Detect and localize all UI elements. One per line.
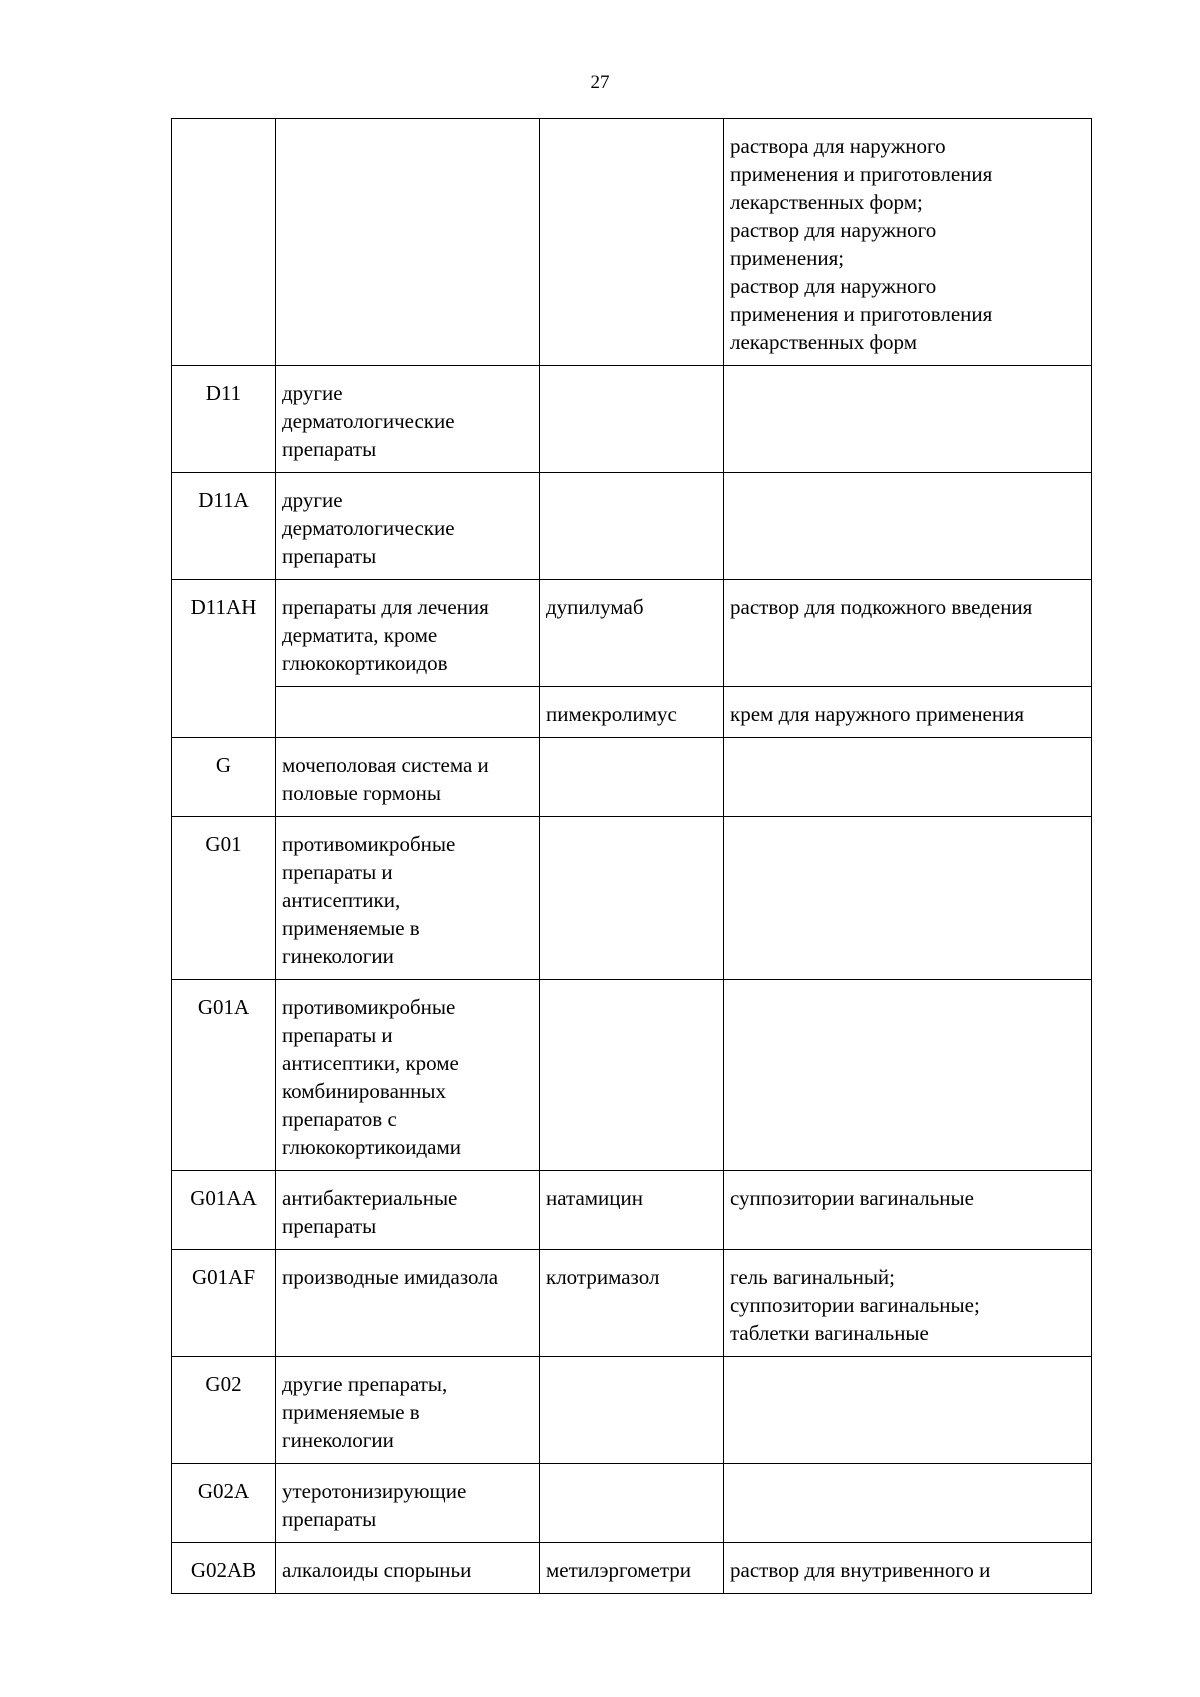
- table-row: [172, 119, 1092, 366]
- group-line: препараты и: [282, 1023, 393, 1047]
- group-cell: [276, 1464, 540, 1543]
- atc-code-cell: G: [172, 738, 276, 817]
- form-line: применения и приготовления: [730, 302, 993, 326]
- drug-cell: натамицин: [540, 1171, 724, 1250]
- group-line: дерматологические: [282, 409, 455, 433]
- form-line: таблетки вагинальные: [730, 1321, 929, 1345]
- group-cell: [276, 738, 540, 817]
- form-cell: [724, 980, 1092, 1171]
- drug-cell: пимекролимус: [540, 687, 724, 738]
- form-cell: [724, 687, 1092, 738]
- group-cell: [276, 1543, 540, 1594]
- table-row: [172, 687, 1092, 738]
- table-row: [172, 980, 1092, 1171]
- group-cell: [276, 980, 540, 1171]
- group-cell: [276, 1357, 540, 1464]
- drug-cell: [540, 738, 724, 817]
- atc-code-cell: D11A: [172, 473, 276, 580]
- group-line: другие препараты,: [282, 1372, 448, 1396]
- atc-code-cell: G01AF: [172, 1250, 276, 1357]
- group-line: препаратов с: [282, 1107, 397, 1131]
- group-line: применяемые в: [282, 916, 420, 940]
- form-line: суппозитории вагинальные: [730, 1186, 974, 1210]
- table-row: [172, 1171, 1092, 1250]
- form-line: лекарственных форм: [730, 330, 918, 354]
- group-line: дерматита, кроме: [282, 623, 438, 647]
- form-line: раствор для подкожного введения: [730, 595, 1033, 619]
- group-cell: [276, 1250, 540, 1357]
- group-cell: [276, 817, 540, 980]
- table-row: [172, 473, 1092, 580]
- group-line: противомикробные: [282, 995, 456, 1019]
- table-row: [172, 366, 1092, 473]
- group-line: другие: [282, 381, 343, 405]
- group-line: комбинированных: [282, 1079, 446, 1103]
- group-line: препараты: [282, 437, 377, 461]
- form-line: гель вагинальный;: [730, 1265, 895, 1289]
- atc-code-cell: [172, 119, 276, 366]
- group-line: утеротонизирующие: [282, 1479, 467, 1503]
- form-cell: [724, 473, 1092, 580]
- group-cell: [276, 119, 540, 366]
- atc-code-cell: G01: [172, 817, 276, 980]
- drug-classification-table: [171, 118, 1092, 1594]
- group-cell: [276, 366, 540, 473]
- table-row: [172, 1250, 1092, 1357]
- group-line: глюкокортикоидами: [282, 1135, 462, 1159]
- group-line: алкалоиды спорыньи: [282, 1558, 472, 1582]
- group-line: противомикробные: [282, 832, 456, 856]
- group-cell: [276, 687, 540, 738]
- form-cell: [724, 1171, 1092, 1250]
- form-line: применения;: [730, 246, 845, 270]
- group-line: мочеполовая система и: [282, 753, 489, 777]
- group-line: препараты и: [282, 860, 393, 884]
- table-row: [172, 1357, 1092, 1464]
- form-line: применения и приготовления: [730, 162, 993, 186]
- form-line: раствор для внутривенного и: [730, 1558, 991, 1582]
- form-cell: [724, 738, 1092, 817]
- group-cell: [276, 1171, 540, 1250]
- form-cell: [724, 580, 1092, 687]
- atc-code-cell: G01A: [172, 980, 276, 1171]
- group-line: половые гормоны: [282, 781, 441, 805]
- atc-code-cell: G01AA: [172, 1171, 276, 1250]
- drug-cell: [540, 817, 724, 980]
- drug-cell: клотримазол: [540, 1250, 724, 1357]
- drug-cell: [540, 119, 724, 366]
- atc-code-cell: G02A: [172, 1464, 276, 1543]
- table-row: [172, 1543, 1092, 1594]
- group-line: антисептики,: [282, 888, 401, 912]
- group-line: другие: [282, 488, 343, 512]
- group-line: гинекологии: [282, 1428, 394, 1452]
- table-row: [172, 580, 1092, 687]
- form-cell: [724, 1250, 1092, 1357]
- atc-code-cell: G02AB: [172, 1543, 276, 1594]
- group-line: препараты: [282, 1507, 377, 1531]
- drug-cell: [540, 1543, 724, 1594]
- atc-code-cell: G02: [172, 1357, 276, 1464]
- form-cell: [724, 1357, 1092, 1464]
- drug-cell: [540, 1357, 724, 1464]
- group-line: препараты для лечения: [282, 595, 489, 619]
- form-line: раствора для наружного: [730, 134, 946, 158]
- form-cell: [724, 817, 1092, 980]
- group-line: применяемые в: [282, 1400, 420, 1424]
- page-number: 27: [590, 72, 610, 93]
- form-cell: [724, 1543, 1092, 1594]
- atc-code-cell: D11: [172, 366, 276, 473]
- group-line: антибактериальные: [282, 1186, 458, 1210]
- drug-line: метилэргометри: [546, 1558, 691, 1582]
- form-cell: [724, 366, 1092, 473]
- group-cell: [276, 473, 540, 580]
- table-row: [172, 1464, 1092, 1543]
- drug-cell: [540, 1464, 724, 1543]
- form-line: крем для наружного применения: [730, 702, 1025, 726]
- drug-cell: [540, 473, 724, 580]
- group-cell: [276, 580, 540, 687]
- group-line: препараты: [282, 1214, 377, 1238]
- form-line: суппозитории вагинальные;: [730, 1293, 980, 1317]
- group-line: глюкокортикоидов: [282, 651, 448, 675]
- group-line: препараты: [282, 544, 377, 568]
- group-line: гинекологии: [282, 944, 394, 968]
- drug-cell: дупилумаб: [540, 580, 724, 687]
- form-line: лекарственных форм;: [730, 190, 923, 214]
- group-line: дерматологические: [282, 516, 455, 540]
- atc-code-cell: D11AH: [172, 580, 276, 738]
- form-line: раствор для наружного: [730, 218, 937, 242]
- group-line: антисептики, кроме: [282, 1051, 459, 1075]
- form-cell: [724, 1464, 1092, 1543]
- form-line: раствор для наружного: [730, 274, 937, 298]
- table-row: [172, 817, 1092, 980]
- group-line: производные имидазола: [282, 1265, 499, 1289]
- form-cell: [724, 119, 1092, 366]
- table-row: [172, 738, 1092, 817]
- drug-cell: [540, 980, 724, 1171]
- drug-cell: [540, 366, 724, 473]
